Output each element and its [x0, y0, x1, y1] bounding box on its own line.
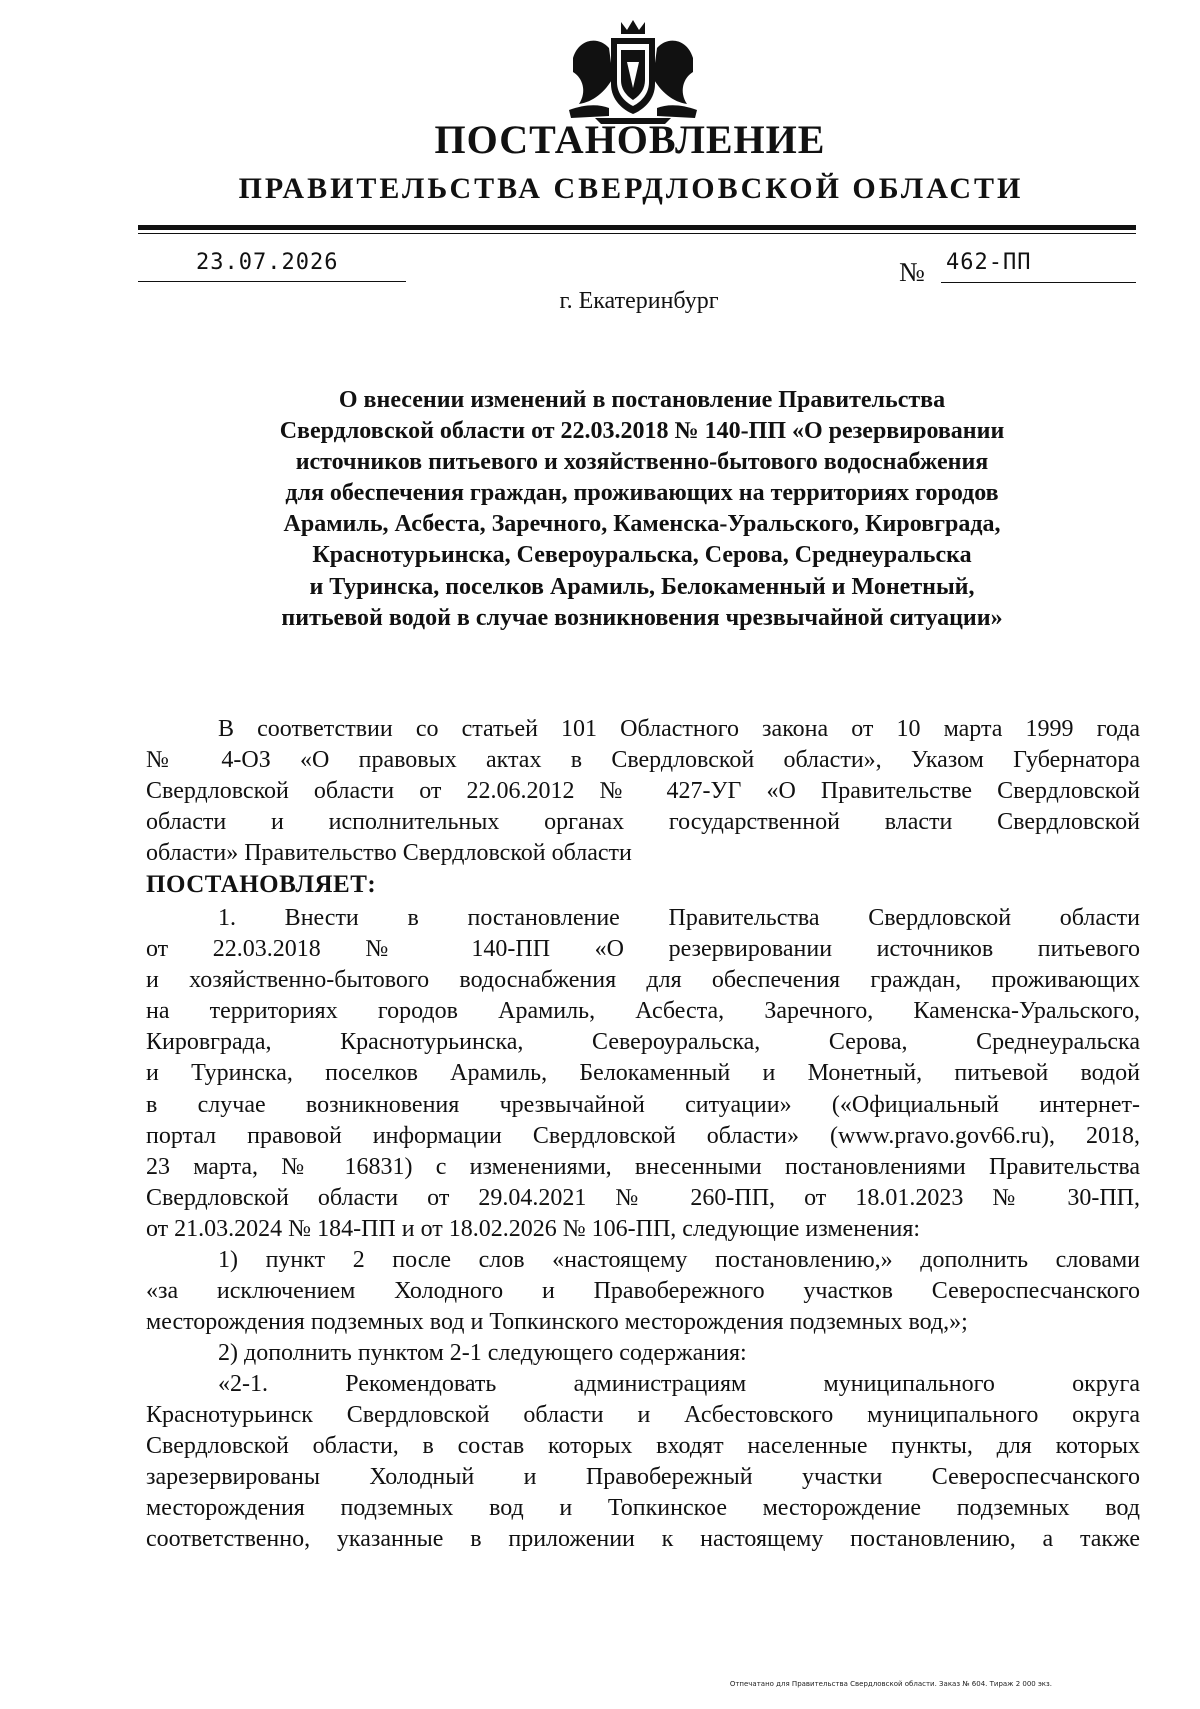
sub-item-1-line: 1) пункт 2 после слов «настоящему постановлению,» дополнить словами	[218, 1247, 1140, 1273]
quoted-item-line: Краснотурьинск Свердловской области и Асбестовского муниципального округа	[146, 1402, 1140, 1429]
item-1-line: Кировграда, Краснотурьинска, Североуральска, Серова, Среднеуральска	[146, 1029, 1140, 1056]
subject-line: Краснотурьинска, Североуральска, Серова, Среднеуральска	[312, 542, 972, 569]
item-1-line: на территориях городов Арамиль, Асбеста, Заречного, Каменска-Уральского,	[146, 998, 1140, 1025]
quoted-item-paragraph	[146, 1369, 1140, 1556]
sub-item-1-paragraph	[146, 1245, 1140, 1338]
sub-item-2-line: 2) дополнить пунктом 2-1 следующего содержания:	[218, 1340, 747, 1366]
item-1-line: портал правовой информации Свердловской области» (www.pravo.gov66.ru), 2018,	[146, 1122, 1140, 1149]
issuer-title: ПРАВИТЕЛЬСТВА СВЕРДЛОВСКОЙ ОБЛАСТИ	[238, 172, 1024, 205]
quoted-item-line: месторождения подземных вод и Топкинское месторождение подземных вод	[146, 1495, 1140, 1522]
city: г. Екатеринбург	[559, 288, 719, 314]
sub-item-1-line: «за исключением Холодного и Правобережного участков Североспесчанского	[146, 1278, 1140, 1305]
item-1-line: Свердловской области от 29.04.2021 № 260-ПП, от 18.01.2023 № 30-ПП,	[146, 1184, 1140, 1211]
preamble-line: области» Правительство Свердловской области	[146, 840, 632, 867]
sub-item-2-paragraph	[146, 1338, 1140, 1369]
quoted-item-line: Свердловской области, в состав которых входят населенные пункты, для которых	[146, 1433, 1140, 1460]
subject-line: О внесении изменений в постановление Правительства	[338, 387, 946, 413]
subject-line: и Туринска, поселков Арамиль, Белокаменный и Монетный,	[309, 573, 975, 600]
print-imprint: Отпечатано для Правительства Свердловской области. Заказ № 604. Тираж 2 000 экз.	[729, 1680, 1052, 1688]
item-1-line: от 22.03.2018 № 140-ПП «О резервировании источников питьевого	[146, 936, 1140, 963]
number-underline	[941, 282, 1136, 283]
coat-of-arms-sverdlovsk-icon	[565, 18, 701, 126]
item-1-line: 1. Внести в постановление Правительства Свердловской области	[218, 905, 1140, 931]
subject-line: Арамиль, Асбеста, Заречного, Каменска-Уральского, Кировграда,	[283, 511, 1001, 538]
header-divider-thin	[138, 233, 1136, 234]
quoted-item-line: зарезервированы Холодный и Правобережный участки Североспесчанского	[146, 1464, 1140, 1491]
quoted-item-line: «2-1. Рекомендовать администрациям муниципального округа	[218, 1371, 1140, 1397]
document-subject	[160, 385, 1124, 634]
preamble-line: В соответствии со статьей 101 Областного закона от 10 марта 1999 года	[218, 716, 1140, 742]
item-1-line: в случае возникновения чрезвычайной ситуации» («Официальный интернет-	[146, 1091, 1140, 1118]
preamble-line: области и исполнительных органах государственной власти Свердловской	[146, 809, 1140, 836]
number-label: №	[899, 257, 925, 287]
subject-line: Свердловской области от 22.03.2018 № 140-ПП «О резервировании	[279, 418, 1005, 445]
document-date: 23.07.2026	[196, 250, 339, 275]
document-number: 462-ПП	[946, 250, 1032, 275]
subject-line: для обеспечения граждан, проживающих на территориях городов	[285, 480, 999, 507]
date-underline	[138, 281, 406, 282]
item-1-line: и Туринска, поселков Арамиль, Белокаменный и Монетный, питьевой водой	[146, 1060, 1140, 1087]
header-divider-thick	[138, 225, 1136, 230]
item-1-paragraph	[146, 903, 1140, 1245]
subject-line: источников питьевого и хозяйственно-бытового водоснабжения	[295, 449, 989, 476]
item-1-line: и хозяйственно-бытового водоснабжения для обеспечения граждан, проживающих	[146, 967, 1140, 994]
document-type-title: ПОСТАНОВЛЕНИЕ	[434, 117, 826, 162]
item-1-line: 23 марта, № 16831) с изменениями, внесенными постановлениями Правительства	[146, 1153, 1140, 1180]
item-1-line: от 21.03.2024 № 184-ПП и от 18.02.2026 № 106-ПП, следующие изменения:	[146, 1215, 921, 1242]
preamble-paragraph	[146, 714, 1140, 869]
quoted-item-line: соответственно, указанные в приложении к настоящему постановлению, а также	[146, 1526, 1140, 1553]
preamble-line: № 4-ОЗ «О правовых актах в Свердловской области», Указом Губернатора	[146, 747, 1140, 774]
preamble-line: Свердловской области от 22.06.2012 № 427-УГ «О Правительстве Свердловской	[146, 778, 1140, 805]
sub-item-1-line: месторождения подземных вод и Топкинского месторождения подземных вод,»;	[146, 1309, 968, 1336]
subject-line: питьевой водой в случае возникновения чрезвычайной ситуации»	[281, 604, 1003, 631]
resolves-heading: ПОСТАНОВЛЯЕТ:	[146, 871, 377, 898]
